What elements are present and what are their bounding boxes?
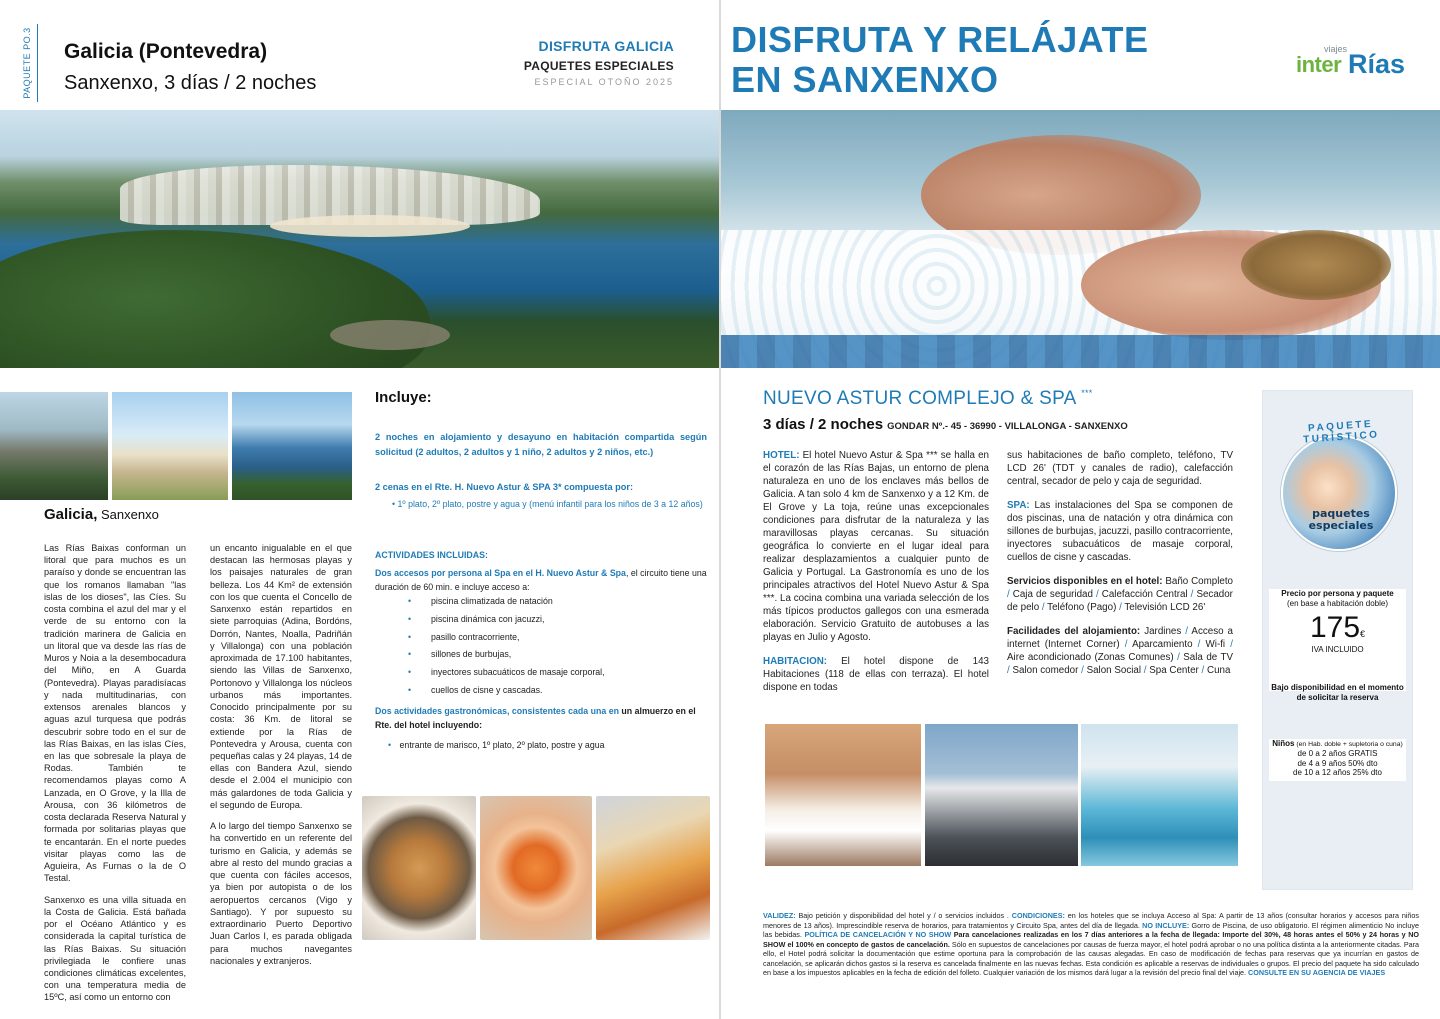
badge-line-2: especiales [1308, 519, 1374, 532]
gastro-rest: un almuerzo en el Rte. del hotel incluyendo: [375, 706, 696, 731]
list-item: • cuellos de cisne y cascadas. [408, 685, 708, 703]
include-accommodation: 2 noches en alojamiento y desayuno en habitación compartida según solicitud (2 adultos, 2 adultos y 1 niño, 2 adultos y 2 niños, etc.) [375, 432, 707, 457]
spa-text: Las instalaciones del Spa se componen de dos piscinas, una de natación y otra dinámica con sillones de burbujas, jacuzzi, pasillo contracorriente, inyectores subacuáticos de masaje corporal, cuellos de cisne y cascadas. [1007, 500, 1233, 564]
paragraph: Las Rías Baixas conforman un litoral que para muchos es un paraíso y donde se encuentran las que los romanos llamaban "las islas de los dioses", las Cíes. Su costa combina el azul del mar y el verde de su entorno con la tradición marinera de Galicia en un litoral que va desde las rías de Muros y Noia a la desembocadura del Miño, en A Guarda (Pontevedra). Playas paradisíacas y nada multitudinarias, con extensos arenales blancos y aguas azul turquesa que podrás descubrir sobre todo en el sur de las Rías Baixas, en las islas Cíes, en las que sobresale la playa de Rodas. También te recomendamos playas como A Lanzada, en O Grove, y la Illa de Arousa, con 36 kilómetros de costa declarada Reserva Natural y formada por solitarias playas que te encantarán. En el norte puedes visitar playas como las de Aguieira, As Furnas o la de O Testal. [44, 543, 186, 884]
include-dinners: 2 cenas en el Rte. H. Nuevo Astur & SPA 3* compuesta por: [375, 482, 633, 492]
photo-hair [1241, 230, 1391, 300]
hotel-label: HOTEL: [763, 450, 800, 461]
promo-title [731, 20, 1191, 99]
cancellation-bold-text: Para cancelaciones realizadas en los 7 días anteriores a la fecha de llegada: Importe del 30%, 48 horas antes el 50% y 24 horas y NO SHOW el 100% en concepto de gastos de cancelación. [763, 930, 1419, 949]
spa-access-rest: , el circuito tiene una duración de 60 min. e incluye acceso a: [375, 568, 707, 593]
promo-title-line-1: DISFRUTA Y RELÁJATE [731, 19, 1149, 60]
promo-title-line-2: EN SANXENXO [731, 58, 999, 100]
interrias-logo [1296, 44, 1416, 80]
service-item: Secador de pelo [1007, 589, 1233, 614]
availability-note: Bajo disponibilidad en el momento de solicitar la reserva [1271, 683, 1404, 702]
service-item: Caja de seguridad [1012, 589, 1093, 601]
logo-rias-text: Rías [1348, 49, 1406, 79]
destination-subtitle: Sanxenxo, 3 días / 2 noches [64, 72, 317, 94]
badge-arc-text: PAQUETE TURÍSTICO [1302, 418, 1380, 446]
price-head-text: Precio por persona y paquete [1281, 589, 1394, 598]
region-name: Galicia, [44, 506, 98, 523]
hotel-text-column-1 [763, 449, 989, 705]
gastro-item: • entrante de marisco, 1º plato, 2º plato, postre y agua [388, 738, 708, 752]
not-included-text: Gorro de Piscina, de uso obligatorio. El régimen alimenticio No incluye las bebidas. [763, 920, 1420, 940]
kids-discount-panel [1269, 739, 1406, 781]
hotel-stars: *** [1081, 388, 1093, 398]
gastro-lead: Dos actividades gastronómicas, consistentes cada una en [375, 706, 619, 716]
includes-title: Incluye: [375, 389, 432, 406]
paragraph: un encanto inigualable en el que destacan las hermosas playas y los paisajes naturales de gran belleza. Los 44 Km² de extensión con los que cuenta el Concello de Sanxenxo están repartidos en siete parroquias (Adina, Bordóns, Dorrón, Nantes, Noalla, Padriñán y Villalonga) con una población aproximada de 17.100 habitantes, siendo las Villas de Sanxenxo, Portonovo y Villalonga los núcleos urbanos más importantes. Conocido principalmente por su costa: 36 Km. de litoral se extiende por la Rías de Pontevedra y Arousa, cuenta con pequeñas calas y 24 playas, 14 de ellas con Bandera Azul, siendo desde el 2.004 el municipio con más galardones de toda Galicia y el segundo de Europa. [210, 543, 352, 810]
region-text-column-2 [210, 542, 352, 976]
photo-rocks [330, 320, 450, 350]
price-panel [1269, 589, 1406, 691]
kids-label: Niños [1272, 739, 1295, 748]
region-place: Sanxenxo [97, 507, 159, 522]
room-label: HABITACION: [763, 656, 828, 668]
sanxenxo-aerial-photo [0, 110, 719, 368]
photo-beach [270, 215, 470, 237]
facility-item: Salon comedor [1012, 665, 1079, 677]
package-badge [1281, 418, 1397, 551]
hotel-address: GONDAR Nº.- 45 - 36990 - VILLALONGA - SANXENXO [887, 421, 1128, 432]
list-item: • inyectores subacuáticos de masaje corporal, [408, 667, 708, 685]
activities-title: ACTIVIDADES INCLUIDAS: [375, 550, 488, 560]
kids-discount-line: de 0 a 2 años GRATIS [1297, 749, 1378, 759]
service-item: Televisión LCD 26' [1124, 602, 1206, 614]
facility-item: Wi-fi [1205, 639, 1226, 651]
activity-list [408, 596, 708, 703]
indoor-pool-photo [1081, 724, 1238, 866]
spa-access-text [375, 566, 707, 594]
price-box [1262, 390, 1413, 890]
clams-dish-photo [362, 796, 476, 940]
destination-title: Galicia (Pontevedra) [64, 40, 268, 63]
package-side-tag [16, 24, 38, 102]
badge-line-1: paquetes [1312, 507, 1370, 520]
list-item: • piscina dinámica con jacuzzi, [408, 614, 708, 632]
services-paragraph: Servicios disponibles en el hotel: Baño Completo / Caja de seguridad / Calefacción Central / Secador de pelo / Teléfono (Pago) / Televisión LCD 26' [1007, 576, 1233, 614]
facility-item: Acceso a internet (Internet Corner) [1007, 626, 1233, 651]
conditions-text: en los hoteles que se incluya Acceso al Spa: A partir de 13 años (consultar horarios y accesos para niños menores de 13 años). Imprescindible reserva de horarios, para tratamientos y Circuito Spa, antes del día de llegada. [763, 911, 1419, 930]
hotel-text: El hotel Nuevo Astur & Spa *** se halla en el corazón de las Rías Bajas, un entorno de plena naturaleza en uno de los enclaves más bellos de Galicia. A tan solo 4 km de Sanxenxo y a 12 Km. de El Grove y La toja, reúne unas excepcionales condiciones para disfrutar de la naturaleza y las maravillosas playas cercanas. Su situación geográfica lo convierte en el lugar ideal para realizar desplazamientos a cualquier punto de Galicia y Portugal. La Gastronomía es uno de los principales atractivos del Hotel Nuevo Astur & Spa ***. La cocina combina una variada selección de los más típicos productos gallegos con una esmerada elaboración. Servicio Gratuito de autobuses a las playas en Julio y Agosto. [763, 450, 989, 644]
facilities-paragraph: Facilidades del alojamiento: Jardines / Acceso a internet (Internet Corner) / Aparcamiento / Wi-fi / Aire acondicionado (Zonas Comunes) / Sala de TV / Salon comedor / Salon Social / Spa Center / Cuna [1007, 626, 1233, 677]
spa-label: SPA: [1007, 500, 1030, 512]
conditions-label: CONDICIONES: [1011, 911, 1065, 920]
not-included-label: NO INCLUYE: [1142, 920, 1190, 930]
consult-agency-text: CONSULTE EN SU AGENCIA DE VIAJES [1248, 968, 1386, 978]
list-item: • pasillo contracorriente, [408, 632, 708, 650]
brand-line-2: PAQUETES ESPECIALES [523, 59, 674, 73]
price-sub-text: (en base a habitación doble) [1287, 599, 1388, 608]
facility-item: Spa Center [1149, 665, 1199, 677]
kids-discount-line: de 4 a 9 años 50% dto [1297, 758, 1378, 768]
service-item: Teléfono (Pago) [1047, 602, 1117, 614]
facility-item: Salon Social [1086, 665, 1142, 677]
price-tax-note: IVA INCLUIDO [1311, 645, 1364, 654]
spa-couple-photo [721, 110, 1440, 368]
facility-item: Aparcamiento [1132, 639, 1193, 651]
list-item: • piscina climatizada de natación [408, 596, 708, 614]
brand-line-1: DISFRUTA GALICIA [538, 38, 674, 54]
hotel-duration-line [763, 416, 1128, 433]
package-code: PAQUETE PO.3 [21, 27, 32, 99]
kids-discount-line: de 10 a 12 años 25% dto [1293, 768, 1382, 778]
boat-shore-photo [0, 392, 108, 500]
gastro-text [375, 704, 707, 732]
duration: 3 días / 2 noches [763, 416, 884, 433]
facility-item: Sala de TV [1183, 652, 1233, 664]
brand-block [520, 38, 674, 87]
spa-access-lead: Dos accesos por persona al Spa en el H. Nuevo Astur & Spa [375, 568, 626, 578]
paragraph: A lo largo del tiempo Sanxenxo se ha convertido en un referente del turismo en Galicia, y además se abre al resto del mundo gracias a que cuenta con fáciles accesos, ya bien por autopista o de los aeropuertos cercanos (Vigo y Santiago). Y por supuesto su extraordinario Puerto Deportivo Juan Carlos I, es parada obligada para muchos navegantes nacionales y extranjeros. [210, 821, 352, 966]
hotel-name-text: NUEVO ASTUR COMPLEJO & SPA [763, 388, 1076, 409]
terms-footnote [763, 911, 1419, 978]
beach-path-photo [112, 392, 228, 500]
logo-inter-text: inter [1296, 52, 1342, 77]
service-item: Calefacción Central [1101, 589, 1188, 601]
price-value: 175 [1309, 611, 1361, 644]
scallops-dish-photo [480, 796, 592, 940]
room-text-continued: sus habitaciones de baño completo, teléfono, TV LCD 26' (TDT y canales de radio), calefacción central, secador de pelo y caja de seguridad. [1007, 450, 1233, 488]
price-amount [1269, 611, 1406, 645]
facilities-label: Facilidades del alojamiento: [1007, 626, 1141, 638]
cancellation-text: Sólo en supuestos de cancelaciones por causas de fuerza mayor, el hotel podrá aprobar o no una política distinta a la anteriormente citadas. Para ello, el Hotel podrá solicitar la documentación que estime oportuna para la comprobación de las causas alegadas. En caso de modificación de fechas para reservas que ya incurrían en gastos de cancelación, se aplicarán dichos gastos si la reserva es cancelada finalmente en las nuevas fechas. Esta condición es aplicable a reservas de individuales o grupos. El precio del paquete ha sido calculado en base a los impuestos aplicables en la fecha de edición del folleto. Cualquier variación de los mismos dará lugar a la revisión del precio final del viaje. [763, 939, 1420, 978]
photo-pool-tiles [721, 335, 1440, 368]
facility-item: Jardines [1144, 626, 1182, 638]
service-item: Baño Completo [1165, 576, 1233, 588]
price-heading [1269, 589, 1406, 609]
region-text-column-1 [44, 542, 186, 1013]
room-paragraph [763, 655, 989, 694]
paragraph: Sanxenxo es una villa situada en la Costa de Galicia. Está bañada por el Océano Atlántico y es considerada la capital turística de las Rías Baixas. Su situación privilegiada le confiere unas condiciones climáticas excelentes, con una temperatura media de 15ºC, así como un entorno con [44, 894, 186, 1003]
hotel-paragraph [763, 449, 989, 644]
spa-paragraph [1007, 499, 1233, 564]
validity-label: VALIDEZ: [763, 911, 796, 920]
hotel-room-photo [765, 724, 921, 866]
facility-item: Cuna [1207, 665, 1231, 677]
kids-note: (en Hab. doble + supletoria o cuna) [1294, 741, 1403, 748]
price-currency: € [1360, 629, 1366, 639]
list-item: • sillones de burbujas, [408, 649, 708, 667]
services-label: Servicios disponibles en el hotel: [1007, 576, 1163, 588]
room-text: El hotel dispone de 143 Habitaciones (118 de ellas con terraza). El hotel dispone en todas [763, 656, 989, 694]
island-coast-photo [232, 392, 352, 500]
hotel-text-column-2 [1007, 449, 1233, 688]
brand-line-3: ESPECIAL OTOÑO 2025 [534, 77, 674, 87]
facility-item: Aire acondicionado (Zonas Comunes) [1007, 652, 1174, 664]
include-dinners-detail: • 1º plato, 2º plato, postre y agua y (menú infantil para los niños de 3 a 12 años) [392, 499, 703, 509]
cancellation-label: POLÍTICA DE CANCELACIÓN Y NO SHOW [804, 930, 952, 940]
empanada-photo [596, 796, 710, 940]
hotel-building-photo [925, 724, 1078, 866]
hotel-name [763, 388, 1093, 410]
logo-small-text: viajes [1324, 44, 1348, 54]
region-title [44, 506, 159, 523]
validity-text: Bajo petición y disponibilidad del hotel y / o servicios incluidos . [795, 911, 1012, 920]
